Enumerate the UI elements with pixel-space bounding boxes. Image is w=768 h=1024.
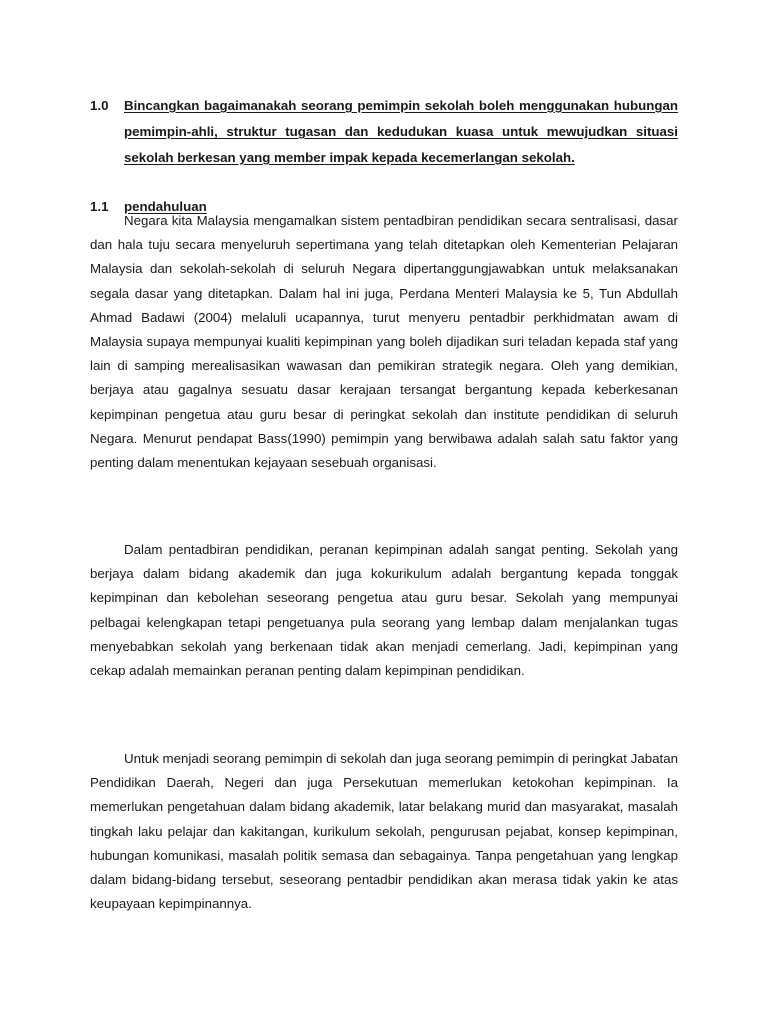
section-number: 1.0 <box>90 98 109 113</box>
subsection-number: 1.1 <box>90 199 109 214</box>
paragraph-leader-knowledge: Untuk menjadi seorang pemimpin di sekolah dan juga seorang pemimpin di peringkat Jabatan Pendidikan Daerah, Negeri dan juga Persekutuan memerlukan ketokohan kepimpinan. Ia memerlukan pengetahuan dalam bidang akademik, latar belakang murid dan masyarakat, masalah tingkah laku pelajar dan kakitangan, kurikulum sekolah, pengurusan pejabat, konsep kepimpinan, hubungan komunikasi, masalah politik semasa dan sebagainya. Tanpa pengetahuan yang lengkap dalam bidang-bidang tersebut, seseorang pentadbir pendidikan akan merasa tidak yakin ke atas keupayaan kepimpinannya. <box>90 751 678 912</box>
paragraph-leadership-role: Dalam pentadbiran pendidikan, peranan kepimpinan adalah sangat penting. Sekolah yang berjaya dalam bidang akademik dan juga kokurikulum adalah bergantung kepada tonggak kepimpinan dan kebolehan seseorang pengetua atau guru besar. Sekolah yang mempunyai pelbagai kelengkapan tetapi pengetuanya pula seorang yang lembap dalam menjalankan tugas menyebabkan sekolah yang berkenaan tidak akan menjadi cemerlang. Jadi, kepimpinan yang cekap adalah memainkan peranan penting dalam kepimpinan pendidikan. <box>90 542 678 679</box>
paragraph-intro: Negara kita Malaysia mengamalkan sistem pentadbiran pendidikan secara sentralisasi, dasar dan hala tuju secara menyeluruh sepertimana yang telah ditetapkan oleh Kementerian Pelajaran Malaysia dan sekolah-sekolah di seluruh Negara dipertanggungjawabkan untuk melaksanakan segala dasar yang ditetapkan. Dalam hal ini juga, Perdana Menteri Malaysia ke 5, Tun Abdullah Ahmad Badawi (2004) melaluli ucapannya, turut menyeru pentadbir perkhidmatan awam di Malaysia supaya mempunyai kualiti kepimpinan yang boleh dijadikan suri teladan kepada staf yang lain di samping merealisasikan wawasan dan pemikiran strategik negara. Oleh yang demikian, berjaya atau gagalnya sesuatu dasar kerajaan tersangat bergantung kepada keberkesanan kepimpinan pengetua atau guru besar di peringkat sekolah dan institute pendidikan di seluruh Negara. Menurut pendapat Bass(1990) pemimpin yang berwibawa adalah salah satu faktor yang penting dalam menentukan kejayaan sesebuah organisasi. <box>90 213 678 471</box>
section-title: Bincangkan bagaimanakah seorang pemimpin sekolah boleh menggunakan hubungan pemimpin-ahli, struktur tugasan dan kedudukan kuasa untuk mewujudkan situasi sekolah berkesan yang member impak kepada kecemerlangan sekolah. <box>124 98 678 165</box>
section-heading <box>90 93 678 171</box>
subsection-title: pendahuluan <box>124 199 207 214</box>
